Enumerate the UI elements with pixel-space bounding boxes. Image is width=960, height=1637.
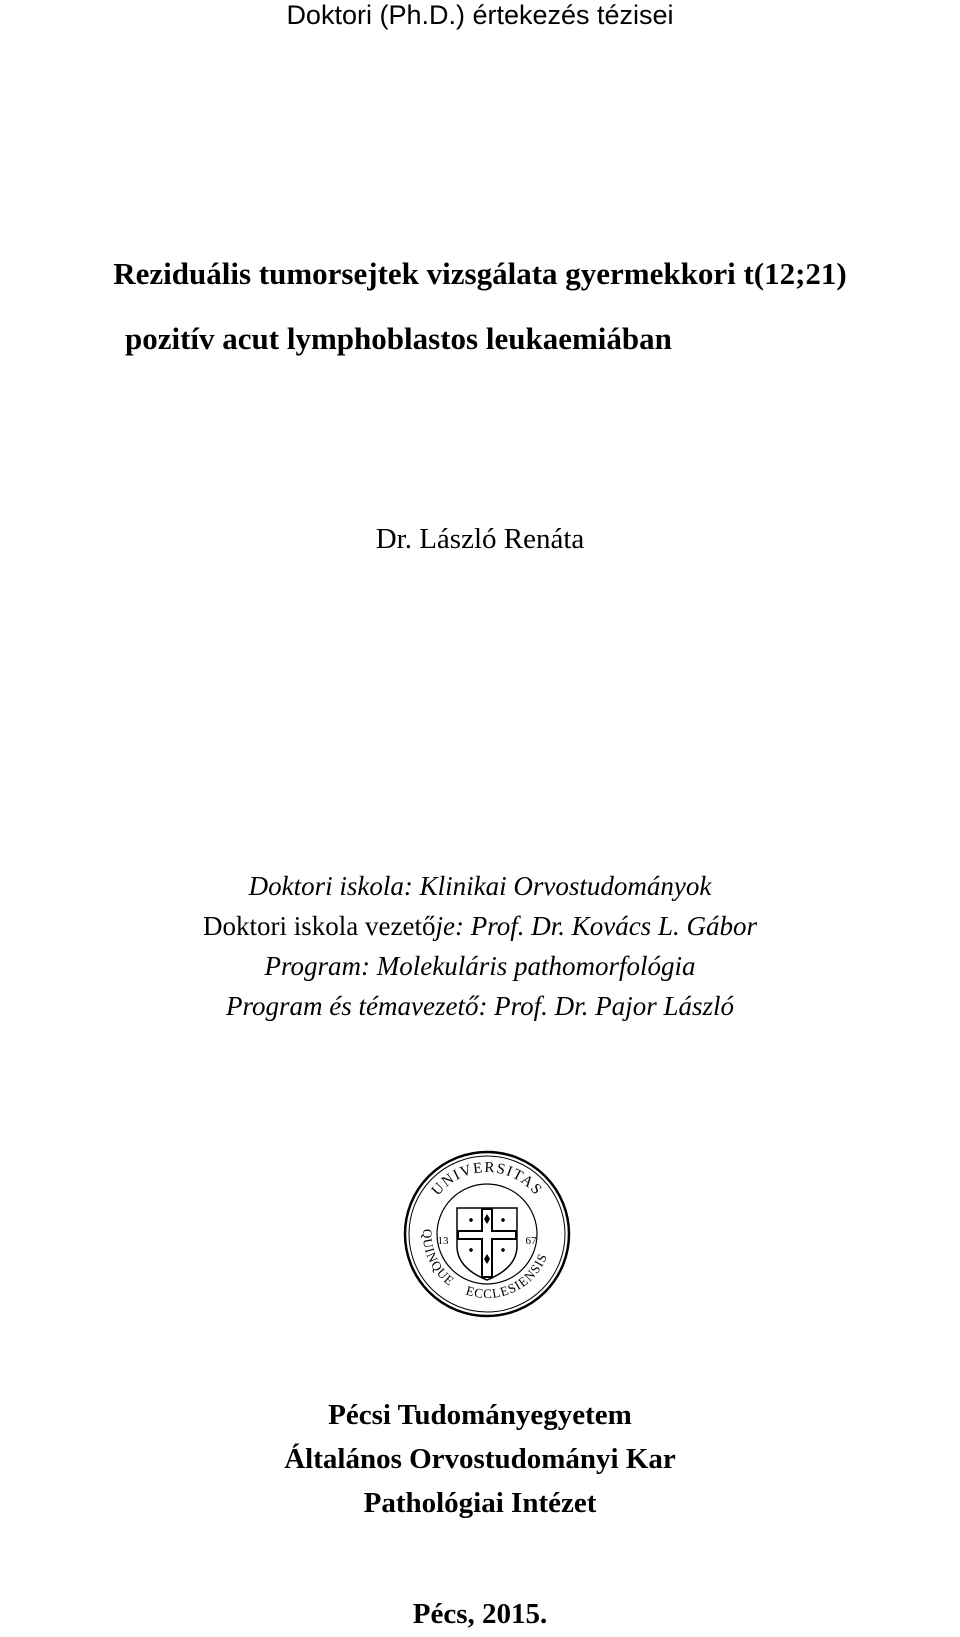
program: Program: Molekuláris pathomorfológia: [264, 951, 696, 981]
doctoral-school-head-label: Doktori iskola vezető: [203, 911, 436, 941]
doctoral-school-head: [0, 913, 960, 940]
title-line-1: Reziduális tumorsejtek vizsgálata gyermekkori t(12;21): [113, 256, 847, 291]
document-header: Doktori (Ph.D.) értekezés tézisei: [286, 0, 674, 30]
seal-number-left: 13: [437, 1235, 449, 1247]
seal-top-text: UNIVERSITAS: [428, 1159, 546, 1199]
seal-number-right: 67: [525, 1235, 537, 1247]
university-seal: [403, 1150, 571, 1318]
doctoral-school: Doktori iskola: Klinikai Orvostudományok: [248, 871, 712, 901]
institute-name: Pathológiai Intézet: [363, 1487, 597, 1519]
author-name: Dr. László Renáta: [375, 523, 585, 555]
title-line-2: pozitív acut lymphoblastos leukaemiában: [125, 321, 672, 356]
seal-left-text: QUINQUE: [419, 1228, 458, 1289]
seal-bottom-text: ECCLESIENSIS: [464, 1250, 551, 1302]
place-and-date: Pécs, 2015.: [412, 1598, 548, 1630]
supervisor: Program és témavezető: Prof. Dr. Pajor László: [226, 991, 734, 1021]
seal-shield-icon: [457, 1208, 517, 1280]
university-name: Pécsi Tudományegyetem: [328, 1399, 632, 1431]
faculty-name: Általános Orvostudományi Kar: [284, 1443, 676, 1475]
doctoral-school-head-value: je: Prof. Dr. Kovács L. Gábor: [435, 911, 757, 941]
